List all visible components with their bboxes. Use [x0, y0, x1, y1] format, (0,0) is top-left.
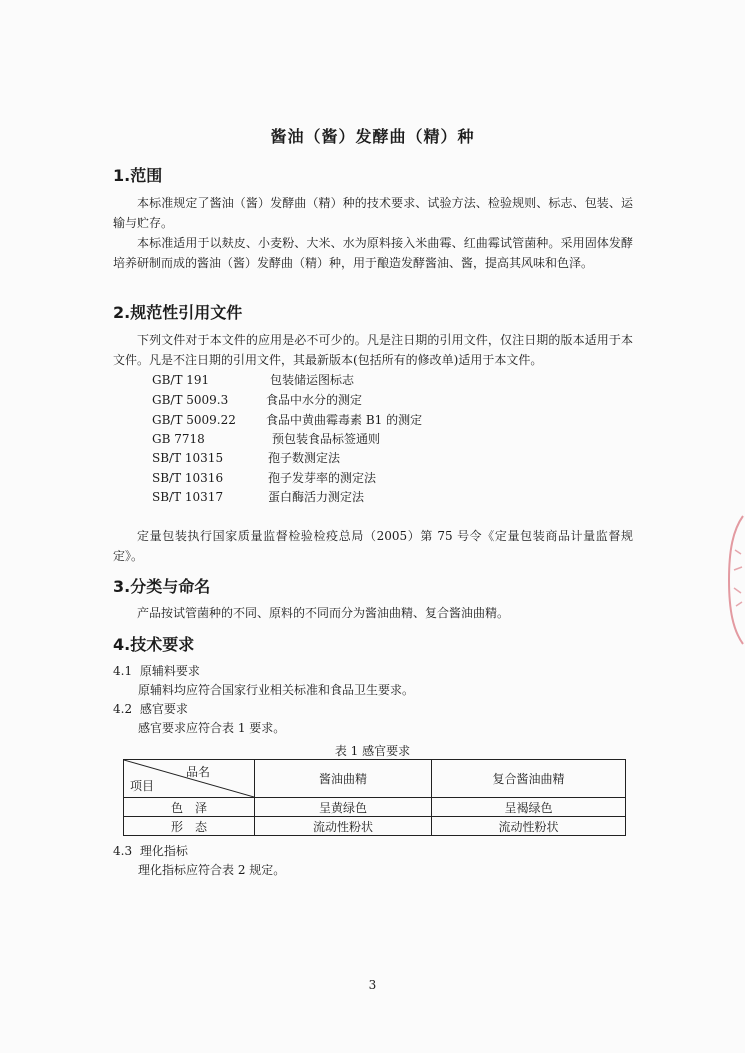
table-row-label: 形 态: [124, 817, 255, 836]
section-3-paragraph: 产品按试管菌种的不同、原料的不同而分为酱油曲精、复合酱油曲精。: [137, 606, 510, 620]
table-header-row: [124, 760, 626, 798]
subsection-title: 理化指标: [139, 844, 188, 858]
reference-code: GB/T 191: [152, 373, 210, 387]
reference-name: 蛋白酶活力测定法: [268, 490, 365, 504]
subsection-4-2: [113, 700, 188, 718]
section-1-paragraph-2: 本标准适用于以麸皮、小麦粉、大米、水为原料接入米曲霉、红曲霉试管菌种。采用固体发酵培养研制而成的酱油（酱）发酵曲（精）种，用于酿造发酵酱油、酱，提高其风味和色泽。: [113, 236, 633, 270]
section-1-heading: 1.范围: [113, 166, 163, 185]
subsection-title: 原辅料要求: [139, 664, 200, 678]
subsection-4-1-text: 原辅料均应符合国家行业相关标准和食品卫生要求。: [138, 683, 415, 697]
subsection-4-1: [113, 662, 200, 680]
subsection-number: 4.2: [113, 702, 133, 716]
reference-code: GB/T 5009.3: [152, 393, 229, 407]
section-2-outro: 定量包装执行国家质量监督检验检疫总局（2005）第 75 号令《定量包装商品计量监督规定》。: [113, 529, 633, 563]
table-row: [124, 817, 626, 836]
reference-name: 包装储运图标志: [270, 373, 355, 387]
reference-name: 孢子发芽率的测定法: [268, 471, 377, 485]
table-cell: 流动性粉状: [255, 817, 432, 836]
section-3-heading: 3.分类与命名: [113, 577, 211, 596]
page-number: 3: [368, 978, 377, 992]
table-cell: 呈褐绿色: [432, 798, 626, 817]
reference-name: 孢子数测定法: [268, 451, 341, 465]
subsection-4-2-text: 感官要求应符合表 1 要求。: [138, 721, 286, 735]
table-cell: 呈黄绿色: [255, 798, 432, 817]
subsection-number: 4.3: [113, 844, 133, 858]
table-cell: 流动性粉状: [432, 817, 626, 836]
table-column-header: 酱油曲精: [255, 760, 432, 798]
table-column-header: 复合酱油曲精: [432, 760, 626, 798]
reference-code: SB/T 10315: [152, 451, 224, 465]
document-title: 酱油（酱）发酵曲（精）种: [270, 127, 475, 146]
subsection-number: 4.1: [113, 664, 133, 678]
sensory-requirements-table: [123, 759, 626, 836]
subsection-4-3: [113, 842, 188, 860]
section-4-heading: 4.技术要求: [113, 635, 195, 654]
section-2-intro: 下列文件对于本文件的应用是必不可少的。凡是注日期的引用文件，仅注日期的版本适用于本文件。凡是不注日期的引用文件，其最新版本(包括所有的修改单)适用于本文件。: [113, 333, 633, 367]
section-1-paragraph-1: 本标准规定了酱油（酱）发酵曲（精）种的技术要求、试验方法、检验规则、标志、包装、运输与贮存。: [113, 196, 633, 230]
red-seal-stamp: [715, 510, 745, 650]
reference-code: GB/T 5009.22: [152, 413, 236, 427]
subsection-title: 感官要求: [139, 702, 188, 716]
table-row-label: 色 泽: [124, 798, 255, 817]
corner-label-item: 项目: [130, 779, 155, 793]
subsection-4-3-text: 理化指标应符合表 2 规定。: [138, 863, 286, 877]
section-2-heading: 2.规范性引用文件: [113, 303, 243, 322]
table-corner-cell: [124, 760, 255, 798]
reference-name: 食品中黄曲霉毒素 B1 的测定: [266, 413, 423, 427]
reference-name: 预包装食品标签通则: [272, 432, 381, 446]
table-row: [124, 798, 626, 817]
reference-code: SB/T 10316: [152, 471, 224, 485]
reference-code: SB/T 10317: [152, 490, 224, 504]
table-caption: 表 1 感官要求: [334, 744, 411, 758]
reference-name: 食品中水分的测定: [266, 393, 363, 407]
reference-code: GB 7718: [152, 432, 205, 446]
corner-label-product: 品名: [185, 765, 210, 779]
